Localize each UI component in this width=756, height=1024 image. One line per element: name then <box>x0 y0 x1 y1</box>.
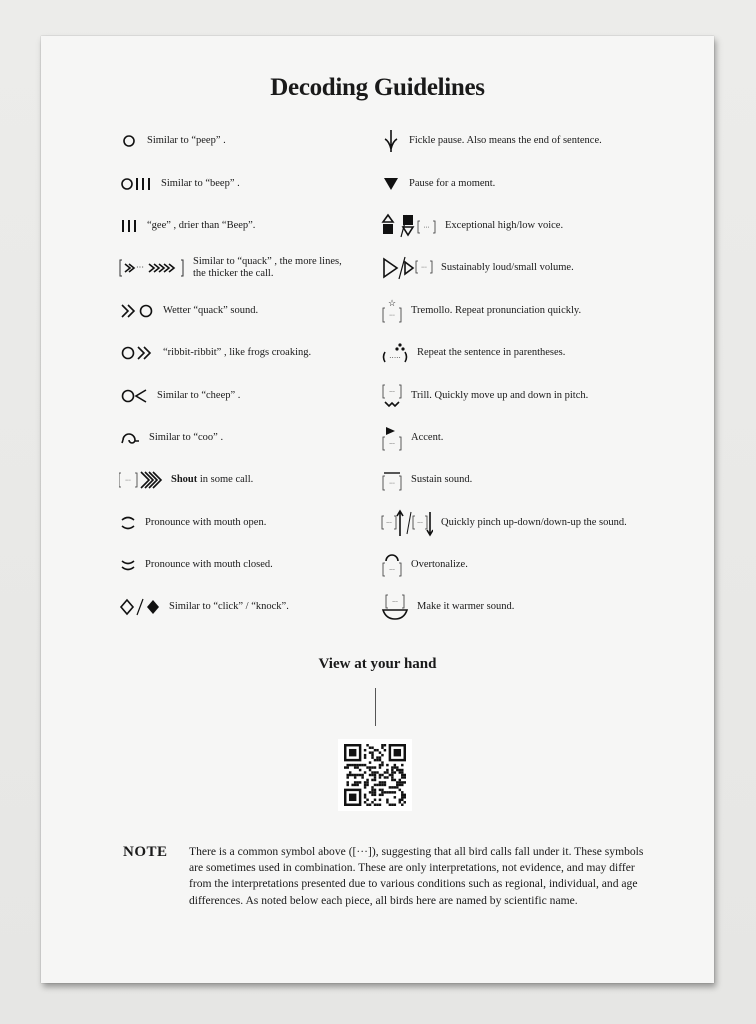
symbol-description <box>147 220 255 232</box>
symbol-description <box>163 305 258 317</box>
right-symbol-row <box>381 332 701 374</box>
right-symbol-row <box>381 247 701 289</box>
right-symbol-row <box>381 374 701 416</box>
svg-text:···: ··· <box>125 477 131 485</box>
right-symbol-row <box>381 417 701 459</box>
symbol-description <box>149 432 223 444</box>
symbol-description <box>147 135 226 147</box>
circle-three-bars-icon <box>119 175 153 193</box>
symbol-description <box>193 256 342 280</box>
qr-code-icon <box>344 744 406 806</box>
symbol-description-text: Pronounce with mouth open. <box>145 516 267 528</box>
repeat-parentheses-icon <box>381 341 409 365</box>
circle-icon <box>119 132 139 150</box>
warmer-icon <box>381 593 409 621</box>
symbol-description-text: Similar to “coo” . <box>149 431 224 443</box>
symbol-description-text: Fickle pause. Also means the end of sentence. <box>409 135 602 147</box>
mouth-open-icon <box>119 514 137 532</box>
symbol-description <box>171 474 253 486</box>
trill-icon <box>381 383 403 409</box>
left-symbol-row <box>119 332 379 374</box>
svg-text:···: ··· <box>389 312 395 320</box>
left-symbol-row <box>119 502 379 544</box>
symbol-description-text: the thicker the call. <box>193 268 274 280</box>
diamonds-icon <box>119 597 161 617</box>
note-body: There is a common symbol above ([···]), suggesting that all bird calls fall under it. These symbols are sometimes used in combination. These are only interpretations, not evidence, and may differ from the interpretations presented due to various conditions such as regional, individual, and age differences. As noted below each piece, all birds here are named by scientific name. <box>189 845 644 907</box>
svg-text:···: ··· <box>423 224 430 232</box>
symbol-description-text: Repeat the sentence in parentheses. <box>417 347 566 359</box>
symbol-description-text: Sustainably loud/small volume. <box>441 262 574 274</box>
left-symbol-row <box>119 374 379 416</box>
symbol-description-text: Wetter “quack” sound. <box>163 304 259 316</box>
symbol-description-text: Accent. <box>411 431 444 443</box>
svg-text:···: ··· <box>417 519 423 527</box>
symbol-description-text: “gee” , drier than “Beep”. <box>147 219 256 231</box>
svg-text:···: ··· <box>389 440 395 448</box>
left-symbol-list <box>119 120 379 629</box>
symbol-description <box>157 390 240 402</box>
page-title: Decoding Guidelines <box>270 74 485 101</box>
circle-chevrons-icon <box>119 344 155 362</box>
left-symbol-row <box>119 544 379 586</box>
symbol-description <box>411 305 581 317</box>
symbol-description <box>411 559 468 571</box>
symbol-description <box>163 347 311 359</box>
chevrons-circle-icon <box>119 302 155 320</box>
symbol-description <box>145 517 266 529</box>
bracket-chevrons-icon <box>119 258 185 278</box>
right-symbol-row <box>381 586 701 628</box>
symbol-description <box>145 559 273 571</box>
symbol-description-text: Quickly pinch up-down/down-up the sound. <box>441 516 627 528</box>
left-symbol-row <box>119 162 379 204</box>
svg-text:·····: ····· <box>389 354 401 363</box>
symbol-description-text: Sustain sound. <box>411 474 473 486</box>
guideline-sheet <box>41 36 714 983</box>
right-symbol-row <box>381 544 701 586</box>
left-symbol-row <box>119 120 379 162</box>
right-symbol-list <box>381 120 701 629</box>
pinch-icon <box>381 508 433 538</box>
mouth-closed-icon <box>119 556 137 574</box>
symbol-description-text: Similar to “beep” . <box>161 177 240 189</box>
tremolo-icon <box>381 298 403 324</box>
symbol-description-text: in some call. <box>197 474 254 486</box>
high-low-voice-icon <box>381 213 437 239</box>
qr-code[interactable] <box>338 739 412 811</box>
symbol-description <box>441 262 574 274</box>
svg-text:···: ··· <box>136 263 144 273</box>
view-at-hand-heading: View at your hand <box>318 656 437 672</box>
symbol-description <box>417 347 565 359</box>
left-symbol-row <box>119 290 379 332</box>
overtone-icon <box>381 552 403 578</box>
circle-open-chevron-icon <box>119 387 149 405</box>
symbol-description-text: Trill. Quickly move up and down in pitch. <box>411 389 589 401</box>
accent-icon <box>381 425 403 451</box>
curl-icon <box>119 429 141 447</box>
right-symbol-row <box>381 162 701 204</box>
symbol-description-text: Make it warmer sound. <box>417 601 515 613</box>
symbol-description-text: Similar to “peep” . <box>147 135 226 147</box>
symbol-description-text: Tremollo. Repeat pronunciation quickly. <box>411 304 582 316</box>
symbol-description-text: Similar to “click” / “knock”. <box>169 601 289 613</box>
symbol-description-text: Pronounce with mouth closed. <box>145 559 273 571</box>
symbol-description-text: “ribbit-ribbit” , like frogs croaking. <box>163 347 312 359</box>
symbol-description <box>161 178 240 190</box>
symbol-description-text: Pause for a moment. <box>409 177 496 189</box>
svg-text:···: ··· <box>389 388 395 396</box>
right-symbol-row <box>381 502 701 544</box>
symbol-description <box>411 432 443 444</box>
left-symbol-row <box>119 459 379 501</box>
symbol-description <box>417 601 514 613</box>
symbol-description <box>445 220 563 232</box>
svg-text:···: ··· <box>389 567 395 575</box>
sustain-icon <box>381 468 403 492</box>
bracket-arrows-icon <box>119 469 163 491</box>
triangle-down-icon <box>381 175 401 193</box>
symbol-description-text: Overtonalize. <box>411 559 468 571</box>
svg-text:···: ··· <box>386 519 392 527</box>
symbol-description <box>409 178 495 190</box>
symbol-description <box>411 390 588 402</box>
three-bars-icon <box>119 217 139 235</box>
symbol-description <box>411 474 472 486</box>
symbol-description-bold: Shout <box>171 474 198 486</box>
symbol-description-text: Similar to “cheep” . <box>157 389 241 401</box>
right-symbol-row <box>381 120 701 162</box>
left-symbol-row <box>119 586 379 628</box>
symbol-description <box>409 135 602 147</box>
fickle-pause-icon <box>381 129 401 153</box>
symbol-description-text: Exceptional high/low voice. <box>445 219 564 231</box>
symbol-description-text: Similar to “quack” , the more lines, <box>193 256 342 268</box>
left-symbol-row <box>119 247 379 289</box>
connector-line <box>375 688 376 726</box>
symbol-description <box>169 601 289 613</box>
svg-text:···: ··· <box>392 599 398 607</box>
left-symbol-row <box>119 205 379 247</box>
loud-small-icon <box>381 256 433 280</box>
svg-text:☆: ☆ <box>387 297 397 308</box>
right-symbol-row <box>381 290 701 332</box>
right-symbol-row <box>381 205 701 247</box>
right-symbol-row <box>381 459 701 501</box>
left-symbol-row <box>119 417 379 459</box>
svg-text:···: ··· <box>421 264 427 272</box>
symbol-description <box>441 517 627 529</box>
svg-text:···: ··· <box>389 480 395 488</box>
note-heading: NOTE <box>123 844 168 860</box>
